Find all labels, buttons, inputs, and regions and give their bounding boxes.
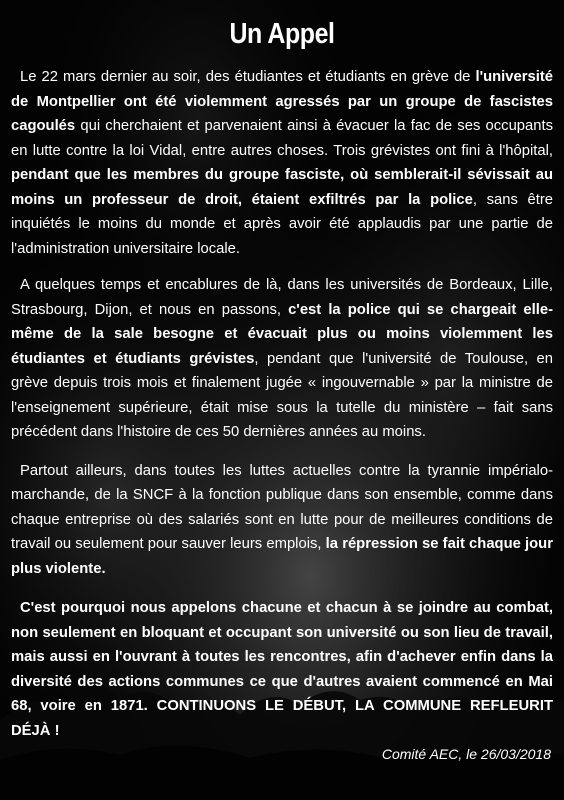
paragraph-3: Partout ailleurs, dans toutes les luttes actuelles contre la tyrannie impérialo-marchande, de la SNCF à la fonction publique dans son ensemble, comme dans chaque entreprise où des salariés sont en lutte pour de meilleures conditions de travail ou seulement pour sauver leurs emplois, la répression se fait chaque jour plus violente. <box>11 462 553 577</box>
page-title: Un Appel <box>229 18 335 50</box>
paragraph-4: C'est pourquoi nous appelons chacune et chacun à se joindre au combat, non seulement en bloquant et occupant son université ou son lieu de travail, mais aussi en l'ouvrant à toutes les rencontres, afin d'achever enfin dans la diversité des actions communes ce que d'autres avaient commencé en Mai 68, voire en 1871. CONTINUONS LE DÉBUT, LA COMMUNE REFLEURIT DÉJÀ ! <box>11 600 553 739</box>
signature: Comité AEC, le 26/03/2018 <box>381 746 551 762</box>
paragraph-2: A quelques temps et encablures de là, dans les universités de Bordeaux, Lille, Strasbourg, Dijon, et nous en passons, c'est la police qui se chargeait elle-même de la sale besogne et évacuait plus ou moins violemment les étudiantes et étudiants grévistes, pendant que l'université de Toulouse, en grève depuis trois mois et finalement jugée « ingouvernable » par la ministre de l'enseignement supérieure, était mise sous la tutelle du ministère – fait sans précédent dans l'histoire de ces 50 dernières années au moins. <box>11 277 553 440</box>
paragraph-1: Le 22 mars dernier au soir, des étudiantes et étudiants en grève de l'université de Montpellier ont été violemment agressés par un groupe de fascistes cagoulés qui cherchaient et parvenaient ainsi à évacuer la fac de ses occupants en lutte contre la loi Vidal, entre autres choses. Trois grévistes ont fini à l'hôpital, pendant que les membres du groupe fasciste, où semblerait-il sévissait au moins un professeur de droit, étaient exfiltrés par la police, sans être inquiétés le moins du monde et après avoir été applaudis par une partie de l'administration universitaire locale. <box>11 69 553 257</box>
